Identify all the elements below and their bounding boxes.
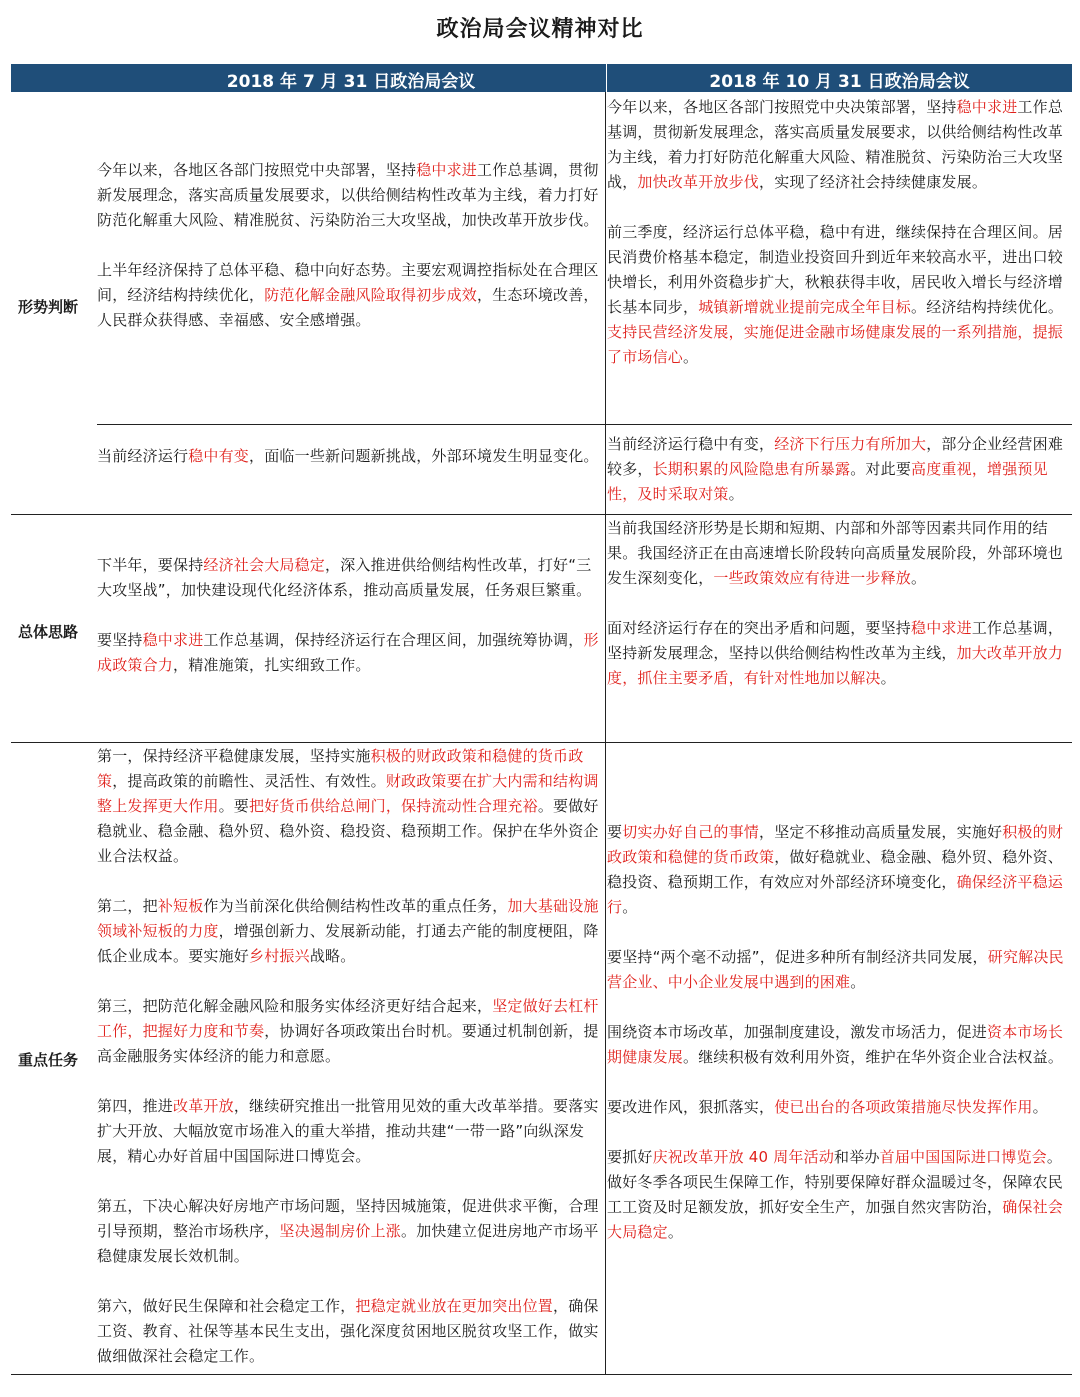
cell-situation-july-outlook — [97, 444, 603, 469]
highlighted-text: 稳中求进 — [911, 619, 972, 637]
highlighted-text: 使已出台的各项政策措施尽快发挥作用 — [774, 1098, 1033, 1116]
highlighted-text: 积极的财政政策和稳健的货币政策 — [607, 823, 1064, 866]
highlighted-text: 确保经济平稳运行 — [607, 873, 1064, 916]
page-title: 政治局会议精神对比 — [436, 17, 644, 42]
highlighted-text: 乡村振兴 — [249, 947, 310, 965]
row-divider-bottom — [11, 1374, 1072, 1375]
body-text: 。 — [683, 348, 699, 366]
paragraph — [607, 616, 1070, 691]
row-divider-sub — [97, 424, 1072, 425]
body-text: 上半年经济保持了总体平稳、稳中向好态势。主要宏观调控指标处在合理区间，经济结构持续优化， — [97, 261, 599, 304]
body-text: 要坚持“两个毫不动摇”，促进多种所有制经济共同发展， — [607, 948, 988, 966]
body-text: 。继续积极有效利用外资，维护在华外资企业合法权益。 — [683, 1048, 1064, 1066]
body-text: 。经济结构持续优化。 — [911, 298, 1064, 316]
highlighted-text: 稳中有变 — [188, 447, 250, 465]
body-text: 面对经济运行存在的突出矛盾和问题，要坚持 — [607, 619, 912, 637]
body-text: 。 — [728, 485, 744, 503]
body-text: 工作总基调，贯彻新发展理念，落实高质量发展要求，以供给侧结构性改革为主线，着力打好防范化解重大风险、精准脱贫、污染防治三大攻坚战， — [607, 98, 1064, 191]
body-text: 当前我国经济形势是长期和短期、内部和外部等因素共同作用的结果。我国经济正在由高速增长阶段转向高质量发展阶段，外部环境也发生深刻变化， — [607, 519, 1064, 587]
paragraph — [97, 628, 603, 678]
body-text: 要抓好 — [607, 1148, 653, 1166]
body-text: 。做好冬季各项民生保障工作，特别要保障好群众温暖过冬，保障农民工工资及时足额发放，抓好安全生产，加强自然灾害防治， — [607, 1148, 1064, 1216]
body-text: 前三季度，经济运行总体平稳，稳中有进，继续保持在合理区间。居民消费价格基本稳定，制造业投资回升到近年来较高水平，进出口较快增长，利用外资稳步扩大，秋粮获得丰收，居民收入增长与经济增长基本同步， — [607, 223, 1064, 316]
paragraph — [607, 95, 1070, 195]
cell-situation-october-outlook — [607, 432, 1070, 507]
paragraph — [97, 744, 603, 869]
body-text: ，坚定不移推动高质量发展，实施好 — [759, 823, 1003, 841]
body-text: 第三，把防范化解金融风险和服务实体经济更好结合起来， — [97, 997, 493, 1015]
body-text: ，提高政策的前瞻性、灵活性、有效性。 — [112, 772, 386, 790]
highlighted-text: 资本市场长期健康发展 — [607, 1023, 1064, 1066]
row-label-tasks: 重点任务 — [18, 1051, 79, 1069]
paragraph — [97, 444, 603, 469]
highlighted-text: 确保社会大局稳定 — [607, 1198, 1064, 1241]
body-text: 。对此要 — [850, 460, 912, 478]
table-header — [11, 64, 1072, 92]
highlighted-text: 研究解决民营企业、中小企业发展中遇到的困难 — [607, 948, 1064, 991]
body-text: 战略。 — [309, 947, 356, 965]
body-text: ，增强创新力、发展新动能，打通去产能的制度梗阻，降低企业成本。要实施好 — [97, 922, 599, 965]
body-text: 工作总基调，贯彻新发展理念，落实高质量发展要求，以供给侧结构性改革为主线，着力打好防范化解重大风险、精准脱贫、污染防治三大攻坚战，加快改革开放步伐。 — [97, 161, 599, 229]
highlighted-text: 一些政策效应有待进一步释放 — [713, 569, 912, 587]
body-text: ，实现了经济社会持续健康发展。 — [759, 173, 988, 191]
highlighted-text: 把稳定就业放在更加突出位置 — [355, 1297, 554, 1315]
body-text: 。 — [911, 569, 927, 587]
paragraph — [607, 945, 1070, 995]
paragraph — [97, 894, 603, 969]
body-text: 今年以来，各地区各部门按照党中央决策部署，坚持 — [607, 98, 957, 116]
body-text: 工作总基调，坚持新发展理念，坚持以供给侧结构性改革为主线， — [607, 619, 1064, 662]
body-text: ，部分企业经营困难较多， — [607, 435, 1064, 478]
body-text: 当前经济运行 — [97, 447, 189, 465]
highlighted-text: 把好货币供给总闸门，保持流动性合理充裕 — [249, 797, 538, 815]
body-text: 今年以来，各地区各部门按照党中央部署，坚持 — [97, 161, 417, 179]
cell-situation-july — [97, 158, 603, 333]
body-text: ，面临一些新问题新挑战，外部环境发生明显变化。 — [249, 447, 599, 465]
highlighted-text: 补短板 — [157, 897, 204, 915]
paragraph — [607, 1020, 1070, 1070]
body-text: 作为当前深化供给侧结构性改革的重点任务， — [203, 897, 508, 915]
column-header-october: 2018 年 10 月 31 日政治局会议 — [709, 72, 970, 92]
body-text: 。加快建立促进房地产市场平稳健康发展长效机制。 — [97, 1222, 599, 1265]
paragraph — [97, 1294, 603, 1369]
body-text: 。 — [880, 669, 896, 687]
highlighted-text: 庆祝改革开放 40 周年活动 — [652, 1148, 835, 1166]
body-text: 。要做好稳就业、稳金融、稳外贸、稳外资、稳投资、稳预期工作。保护在华外资企业合法权益。 — [97, 797, 599, 865]
body-text: ，精准施策，扎实细致工作。 — [173, 656, 371, 674]
highlighted-text: 形成政策合力 — [97, 631, 599, 674]
row-divider-1 — [11, 514, 1072, 515]
paragraph — [97, 258, 603, 333]
paragraph — [97, 1194, 603, 1269]
column-header-july: 2018 年 7 月 31 日政治局会议 — [226, 72, 476, 92]
highlighted-text: 加大基础设施领域补短板的力度 — [97, 897, 599, 940]
body-text: 。 — [850, 973, 866, 991]
highlighted-text: 坚定做好去杠杆工作，把握好力度和节奏 — [97, 997, 599, 1040]
paragraph — [97, 553, 603, 603]
paragraph — [607, 516, 1070, 591]
paragraph — [97, 1094, 603, 1169]
highlighted-text: 首届中国国际进口博览会 — [879, 1148, 1047, 1166]
highlighted-text: 高度重视，增强预见性，及时采取对策 — [607, 460, 1048, 503]
highlighted-text: 稳中求进 — [416, 161, 478, 179]
highlighted-text: 稳中求进 — [956, 98, 1018, 116]
row-divider-2 — [11, 742, 1072, 743]
highlighted-text: 防范化解金融风险取得初步成效 — [264, 286, 478, 304]
highlighted-text: 财政政策要在扩大内需和结构调整上发挥更大作用 — [97, 772, 599, 815]
highlighted-text: 稳中求进 — [142, 631, 204, 649]
paragraph — [97, 158, 603, 233]
body-text: 和举办 — [834, 1148, 880, 1166]
cell-tasks-july — [97, 744, 603, 1369]
paragraph — [607, 220, 1070, 370]
body-text: 第五，下决心解决好房地产市场问题，坚持因城施策，促进供求平衡，合理引导预期，整治市场秩序， — [97, 1197, 599, 1240]
highlighted-text: 加大改革开放力度，抓住主要矛盾，有针对性地加以解决 — [607, 644, 1064, 687]
body-text: 。 — [1032, 1098, 1048, 1116]
paragraph — [607, 432, 1070, 507]
body-text: ，协调好各项政策出台时机。要通过机制创新，提高金融服务实体经济的能力和意愿。 — [97, 1022, 599, 1065]
body-text: 围绕资本市场改革，加强制度建设，激发市场活力，促进 — [607, 1023, 988, 1041]
cell-approach-july — [97, 553, 603, 678]
body-text: 。要 — [218, 797, 250, 815]
highlighted-text: 经济下行压力有所加大 — [774, 435, 927, 453]
body-text: 工作总基调，保持经济运行在合理区间，加强统筹协调， — [203, 631, 584, 649]
body-text: 要改进作风，狠抓落实， — [607, 1098, 775, 1116]
body-text: 当前经济运行稳中有变， — [607, 435, 775, 453]
highlighted-text: 改革开放 — [173, 1097, 234, 1115]
body-text: 第一，保持经济平稳健康发展，坚持实施 — [97, 747, 371, 765]
paragraph — [607, 1145, 1070, 1245]
body-text: 第六，做好民生保障和社会稳定工作， — [97, 1297, 356, 1315]
highlighted-text: 积极的财政政策和稳健的货币政策 — [97, 747, 584, 790]
body-text: ，继续研究推出一批管用见效的重大改革举措。要落实扩大开放、大幅放宽市场准入的重大举措，推动共建“一带一路”向纵深发展，精心办好首届中国国际进口博览会。 — [97, 1097, 599, 1165]
body-text: 。 — [622, 898, 638, 916]
highlighted-text: 切实办好自己的事情 — [622, 823, 760, 841]
highlighted-text: 坚决遏制房价上涨 — [279, 1222, 402, 1240]
row-label-situation: 形势判断 — [18, 298, 79, 316]
column-divider — [605, 92, 606, 1374]
body-text: ，确保工资、教育、社保等基本民生支出，强化深度贫困地区脱贫攻坚工作，做实做细做深社会稳定工作。 — [97, 1297, 599, 1365]
paragraph — [97, 994, 603, 1069]
body-text: ，深入推进供给侧结构性改革，打好“三大攻坚战”，加快建设现代化经济体系，推动高质量发展，任务艰巨繁重。 — [97, 556, 592, 599]
cell-tasks-october — [607, 820, 1070, 1245]
body-text: 下半年，要保持 — [97, 556, 204, 574]
body-text: ，生态环境改善，人民群众获得感、幸福感、安全感增强。 — [97, 286, 599, 329]
highlighted-text: 支持民营经济发展，实施促进金融市场健康发展的一系列措施，提振了市场信心 — [607, 323, 1064, 366]
highlighted-text: 加快改革开放步伐 — [637, 173, 760, 191]
highlighted-text: 经济社会大局稳定 — [203, 556, 326, 574]
paragraph — [607, 820, 1070, 920]
highlighted-text: 长期积累的风险隐患有所暴露 — [652, 460, 851, 478]
cell-situation-october — [607, 95, 1070, 370]
body-text: 要坚持 — [97, 631, 143, 649]
body-text: ，做好稳就业、稳金融、稳外贸、稳外资、稳投资、稳预期工作，有效应对外部经济环境变化， — [607, 848, 1064, 891]
cell-approach-october — [607, 516, 1070, 691]
body-text: 要 — [607, 823, 623, 841]
row-label-approach: 总体思路 — [18, 623, 79, 641]
paragraph — [607, 1095, 1070, 1120]
body-text: 第二，把 — [97, 897, 158, 915]
body-text: 。 — [667, 1223, 684, 1241]
highlighted-text: 城镇新增就业提前完成全年目标 — [698, 298, 912, 316]
body-text: 第四，推进 — [97, 1097, 174, 1115]
